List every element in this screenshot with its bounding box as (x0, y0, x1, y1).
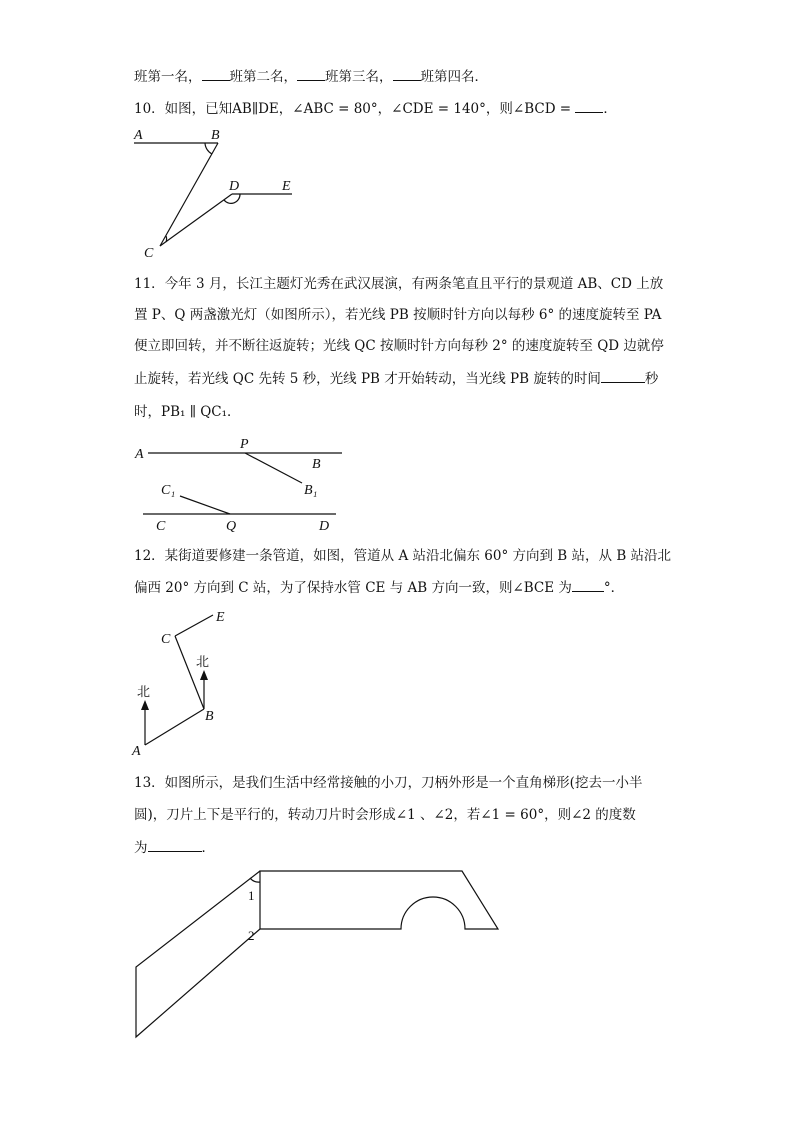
answer-blank[interactable] (202, 66, 230, 81)
q9-tail: 班第一名， 班第二名， 班第三名， 班第四名． (134, 66, 488, 87)
question-13-line1: 13．如图所示，是我们生活中经常接触的小刀，刀柄外形是一个直角梯形(挖去一小半 (134, 775, 643, 791)
north-arrow-icon (200, 670, 208, 680)
label-B: B (205, 709, 214, 724)
label-C: C (144, 246, 154, 261)
label-north-2: 北 (196, 655, 210, 670)
question-12-line2: 偏西 20° 方向到 C 站，为了保持水管 CE 与 AB 方向一致，则∠BCE 为 °． (134, 577, 624, 598)
label-Q: Q (226, 519, 237, 534)
label-P: P (240, 437, 249, 452)
north-arrow-icon (141, 700, 149, 710)
label-B: B (211, 128, 220, 143)
question-13-line3: 为 ． (134, 837, 215, 858)
angle-1-label: 1 (248, 888, 255, 903)
label-north-1: 北 (137, 685, 151, 700)
label-C: C (161, 632, 171, 647)
angle-2-label: 2 (248, 928, 255, 943)
question-12-line1: 12．某街道要修建一条管道，如图，管道从 A 站沿北偏东 60° 方向到 B 站，从 B 站沿北 (134, 548, 672, 564)
question-11-line2: 置 P、Q 两盏激光灯（如图所示），若光线 PB 按顺时针方向以每秒 6° 的速度旋转至 PA (134, 307, 662, 323)
label-C: C (156, 519, 166, 534)
question-13-line2: 圆)，刀片上下是平行的，转动刀片时会形成∠1 、∠2，若∠1 = 60°，则∠2 的度数 (134, 807, 636, 823)
label-A: A (132, 744, 141, 759)
question-11-line3: 便立即回转，并不断往返旋转；光线 QC 按顺时针方向每秒 2° 的速度旋转至 QD 边就停 (134, 338, 664, 354)
question-10: 10．如图，已知AB∥DE，∠ABC = 80°，∠CDE = 140°，则∠BCD = ． (134, 98, 617, 119)
answer-blank[interactable] (575, 98, 603, 113)
label-D: D (319, 519, 330, 534)
label-A: A (135, 447, 144, 462)
label-B1: B₁ (304, 483, 318, 498)
answer-blank[interactable] (572, 577, 604, 592)
label-C1: C₁ (161, 483, 176, 498)
label-E: E (216, 610, 225, 625)
label-E: E (282, 179, 291, 194)
question-11-line5: 时，PB₁ ∥ QC₁． (134, 404, 241, 420)
answer-blank[interactable] (148, 837, 202, 852)
answer-blank[interactable] (393, 66, 421, 81)
answer-blank[interactable] (297, 66, 325, 81)
answer-blank[interactable] (601, 368, 645, 383)
question-11-line4: 止旋转，若光线 QC 先转 5 秒，光线 PB 才开始转动，当光线 PB 旋转的时间 秒 (134, 368, 658, 389)
question-11-line1: 11．今年 3 月，长江主题灯光秀在武汉展演，有两条笔直且平行的景观道 AB、CD 上放 (134, 276, 664, 292)
label-B: B (312, 457, 321, 472)
label-D: D (229, 179, 240, 194)
label-A: A (134, 128, 143, 143)
